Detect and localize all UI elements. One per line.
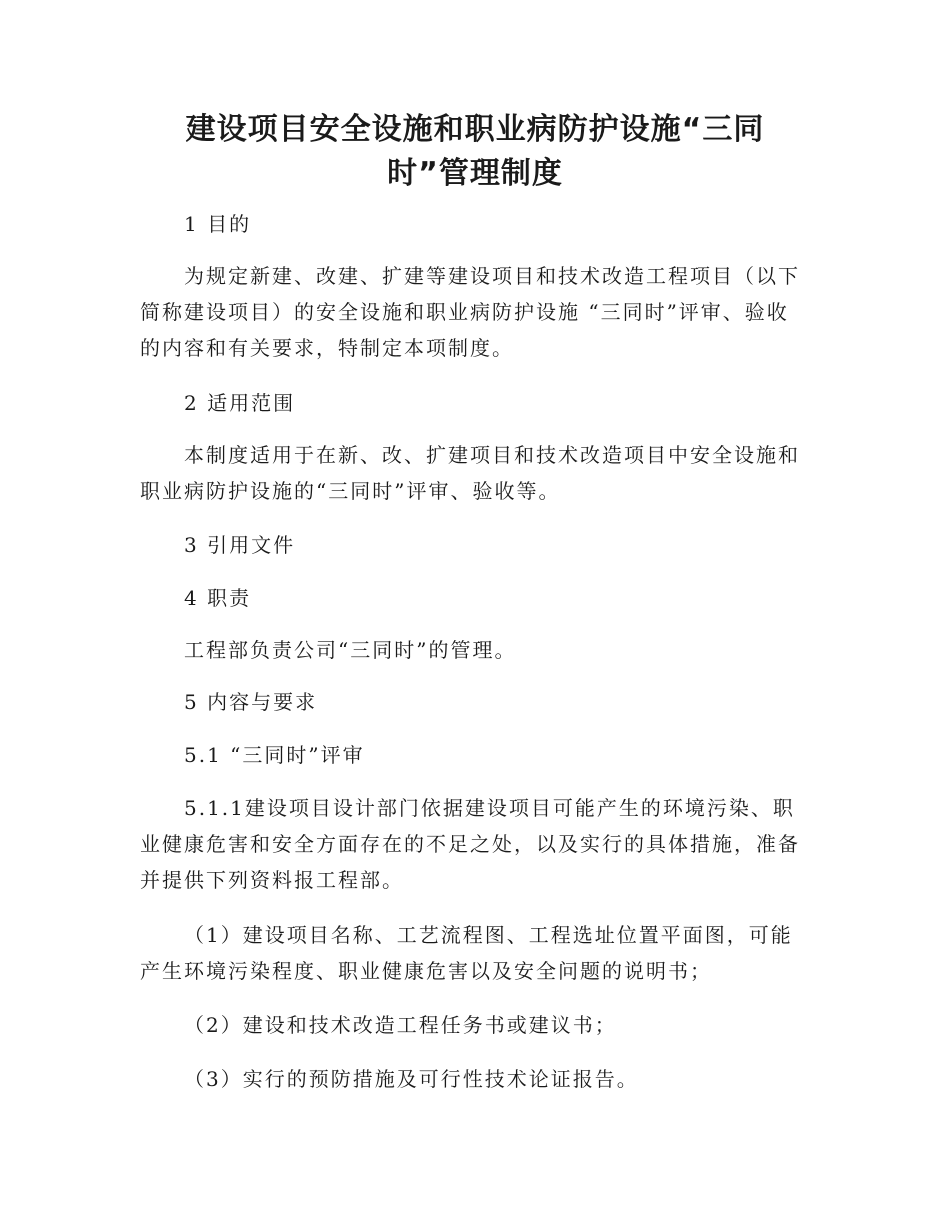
document-title-line-2: 时”管理制度 xyxy=(387,156,563,191)
section-2-paragraph: 本制度适用于在新、改、扩建项目和技术改造项目中安全设施和职业病防护设施的“三同时”评审、验收等。 xyxy=(140,443,800,503)
list-item-2: （2）建设和技术改造工程任务书或建议书； xyxy=(184,1013,617,1037)
section-4-paragraph: 工程部负责公司“三同时”的管理。 xyxy=(184,638,517,662)
section-5-1-1-paragraph: 5.1.1建设项目设计部门依据建设项目可能产生的环境污染、职业健康危害和安全方面存在的不足之处，以及实行的具体措施，准备并提供下列资料报工程部。 xyxy=(140,796,800,892)
section-1-paragraph: 为规定新建、改建、扩建等建设项目和技术改造工程项目（以下简称建设项目）的安全设施和职业病防护设施 “三同时”评审、验收的内容和有关要求，特制定本项制度。 xyxy=(140,264,800,360)
section-3-heading: 3 引用文件 xyxy=(184,533,296,557)
document-title-line-1: 建设项目安全设施和职业病防护设施“三同 xyxy=(185,112,765,147)
list-item-3: （3）实行的预防措施及可行性技术论证报告。 xyxy=(184,1067,639,1091)
list-item-1: （1）建设项目名称、工艺流程图、工程选址位置平面图，可能产生环境污染程度、职业健康危害以及安全问题的说明书； xyxy=(140,923,793,983)
section-4-heading: 4 职责 xyxy=(184,586,252,610)
section-2-heading: 2 适用范围 xyxy=(184,391,296,415)
section-5-heading: 5 内容与要求 xyxy=(184,690,318,714)
section-5-1-heading: 5.1 “三同时”评审 xyxy=(184,743,365,767)
section-1-heading: 1 目的 xyxy=(184,212,252,236)
